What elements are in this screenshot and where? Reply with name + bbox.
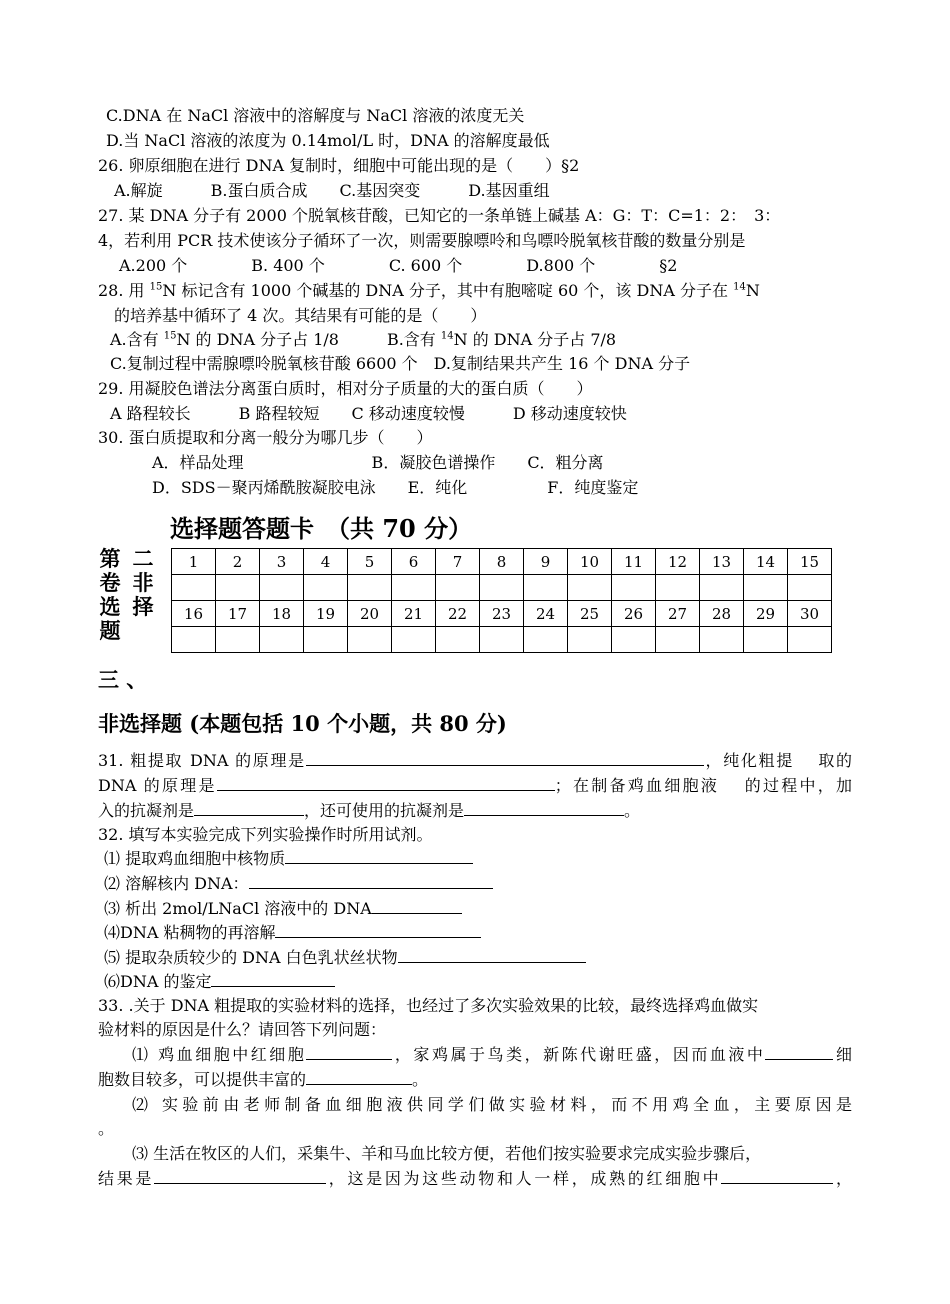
question-31-line3: 入的抗凝剂是 ，还可使用的抗凝剂是 。 [98, 801, 641, 820]
question-number-cell: 14 [744, 549, 788, 575]
question-number-cell: 2 [216, 549, 260, 575]
answer-cell[interactable] [304, 627, 348, 653]
question-27-line1: 27. 某 DNA 分子有 2000 个脱氧核苷酸，已知它的一条单链上碱基 A：G：T：C=1：2： 3： [98, 206, 781, 225]
option-d: D.当 NaCl 溶液的浓度为 0.14mol/L 时，DNA 的溶解度最低 [106, 131, 550, 150]
answer-cell[interactable] [392, 575, 436, 601]
question-32-item-4: ⑷DNA 粘稠物的再溶解 [104, 923, 481, 943]
answer-cell[interactable] [392, 627, 436, 653]
answer-card-title: 选择题答题卡 （共 70 分） [170, 514, 473, 543]
question-number-cell: 19 [304, 601, 348, 627]
answer-cell[interactable] [744, 627, 788, 653]
question-number-cell: 17 [216, 601, 260, 627]
answer-row-blanks-1 [172, 575, 832, 601]
question-32-item-6: ⑹DNA 的鉴定 [104, 972, 335, 992]
question-33-sub2: ⑵ 实验前由老师制备血细胞液供同学们做实验材料，而不用鸡全血，主要原因是 [132, 1095, 852, 1114]
answer-cell[interactable] [788, 575, 832, 601]
question-number-cell: 30 [788, 601, 832, 627]
question-number-cell: 27 [656, 601, 700, 627]
answer-cell[interactable] [348, 627, 392, 653]
answer-cell[interactable] [656, 575, 700, 601]
question-number-cell: 11 [612, 549, 656, 575]
question-number-cell: 26 [612, 601, 656, 627]
question-26: 26. 卵原细胞在进行 DNA 复制时，细胞中可能出现的是（ ）§2 [98, 156, 580, 175]
question-number-cell: 20 [348, 601, 392, 627]
section-2-label-right: 二 非 择 [132, 546, 154, 619]
question-number-cell: 29 [744, 601, 788, 627]
answer-cell[interactable] [700, 627, 744, 653]
answer-cell[interactable] [480, 575, 524, 601]
answer-cell[interactable] [788, 627, 832, 653]
question-33-sub2-end: 。 [98, 1119, 115, 1138]
section-3-label: 三 、 [98, 667, 148, 692]
section-2-label-left: 第 卷 选 题 [99, 546, 121, 643]
question-28-line2: 的培养基中循环了 4 次。其结果有可能的是（ ） [114, 306, 487, 325]
question-28-line1: 28. 用 $^{15}$N 标记含有 1000 个碱基的 DNA 分子，其中有胞嘧啶 60 个，该 DNA 分子在 $^{14}$N [98, 281, 760, 300]
answer-cell[interactable] [304, 575, 348, 601]
question-number-cell: 16 [172, 601, 216, 627]
option-c: C.DNA 在 NaCl 溶液中的溶解度与 NaCl 溶液的浓度无关 [106, 106, 525, 125]
answer-cell[interactable] [480, 627, 524, 653]
question-33-sub1-line1: ⑴ 鸡血细胞中红细胞 ，家鸡属于鸟类，新陈代谢旺盛，因而血液中 细 [132, 1045, 852, 1064]
answer-cell[interactable] [436, 627, 480, 653]
answer-cell[interactable] [260, 627, 304, 653]
answer-card-grid [171, 548, 832, 653]
question-28-options-ab: A.含有 $^{15}$N 的 DNA 分子占 1/8 B.含有 $^{14}$N 的 DNA 分子占 7/8 [110, 330, 617, 349]
question-29-options: A 路程较长 B 路程较短 C 移动速度较慢 D 移动速度较快 [110, 404, 627, 423]
answer-cell[interactable] [612, 627, 656, 653]
answer-row-numbers-2 [172, 601, 832, 627]
question-33-line2: 验材料的原因是什么？请回答下列问题： [98, 1020, 387, 1039]
question-30: 30. 蛋白质提取和分离一般分为哪几步（ ） [98, 428, 433, 447]
question-28-options-cd: C.复制过程中需腺嘌呤脱氧核苷酸 6600 个 D.复制结果共产生 16 个 DNA 分子 [110, 354, 691, 373]
question-33-sub3-line1: ⑶ 生活在牧区的人们，采集牛、羊和马血比较方便，若他们按实验要求完成实验步骤后， [132, 1144, 762, 1163]
question-30-options-1: A．样品处理 B．凝胶色谱操作 C．粗分离 [152, 453, 604, 472]
question-number-cell: 15 [788, 549, 832, 575]
answer-cell[interactable] [524, 575, 568, 601]
question-31-line2: DNA 的原理是 ；在制备鸡血细胞液 的过程中，加 [98, 776, 852, 795]
answer-cell[interactable] [744, 575, 788, 601]
question-27-line2: 4，若利用 PCR 技术使该分子循环了一次，则需要腺嘌呤和鸟嘌呤脱氧核苷酸的数量分别是 [98, 231, 746, 250]
question-33-line1: 33. .关于 DNA 粗提取的实验材料的选择，也经过了多次实验效果的比较，最终选择鸡血做实 [98, 996, 759, 1015]
section-3-title: 非选择题 (本题包括 10 个小题，共 80 分) [98, 711, 507, 736]
question-number-cell: 23 [480, 601, 524, 627]
answer-cell[interactable] [216, 627, 260, 653]
answer-cell[interactable] [216, 575, 260, 601]
question-33-sub3-line2: 结果是 ，这是因为这些动物和人一样，成熟的红细胞中 ， [98, 1169, 852, 1188]
question-33-sub1-line2: 胞数目较多，可以提供丰富的 。 [98, 1070, 429, 1089]
question-number-cell: 8 [480, 549, 524, 575]
question-27-options: A.200 个 B. 400 个 C. 600 个 D.800 个 §2 [119, 256, 678, 275]
question-number-cell: 21 [392, 601, 436, 627]
answer-cell[interactable] [172, 575, 216, 601]
question-32-title: 32. 填写本实验完成下列实验操作时所用试剂。 [98, 825, 433, 844]
question-number-cell: 22 [436, 601, 480, 627]
answer-cell[interactable] [524, 627, 568, 653]
question-number-cell: 6 [392, 549, 436, 575]
answer-cell[interactable] [260, 575, 304, 601]
answer-cell[interactable] [348, 575, 392, 601]
question-29: 29. 用凝胶色谱法分离蛋白质时，相对分子质量的大的蛋白质（ ） [98, 379, 593, 398]
answer-cell[interactable] [568, 575, 612, 601]
question-32-item-3: ⑶ 析出 2mol/LNaCl 溶液中的 DNA [104, 899, 462, 919]
question-number-cell: 3 [260, 549, 304, 575]
question-number-cell: 10 [568, 549, 612, 575]
answer-cell[interactable] [436, 575, 480, 601]
question-30-options-2: D．SDS－聚丙烯酰胺凝胶电泳 E．纯化 F．纯度鉴定 [152, 478, 639, 497]
question-number-cell: 24 [524, 601, 568, 627]
question-number-cell: 7 [436, 549, 480, 575]
question-26-options: A.解旋 B.蛋白质合成 C.基因突变 D.基因重组 [114, 181, 550, 200]
question-number-cell: 13 [700, 549, 744, 575]
question-32-item-1: ⑴ 提取鸡血细胞中核物质 [104, 849, 473, 869]
question-number-cell: 18 [260, 601, 304, 627]
question-number-cell: 4 [304, 549, 348, 575]
answer-cell[interactable] [568, 627, 612, 653]
answer-cell[interactable] [172, 627, 216, 653]
question-number-cell: 1 [172, 549, 216, 575]
question-31-line1: 31. 粗提取 DNA 的原理是 ，纯化粗提 取的 [98, 751, 852, 770]
answer-row-numbers-1 [172, 549, 832, 575]
question-number-cell: 12 [656, 549, 700, 575]
answer-row-blanks-2 [172, 627, 832, 653]
question-number-cell: 25 [568, 601, 612, 627]
question-number-cell: 28 [700, 601, 744, 627]
question-32-item-2: ⑵ 溶解核内 DNA： [104, 874, 493, 894]
answer-cell[interactable] [700, 575, 744, 601]
question-32-item-5: ⑸ 提取杂质较少的 DNA 白色乳状丝状物 [104, 948, 586, 968]
question-number-cell: 9 [524, 549, 568, 575]
question-number-cell: 5 [348, 549, 392, 575]
answer-cell[interactable] [612, 575, 656, 601]
answer-cell[interactable] [656, 627, 700, 653]
